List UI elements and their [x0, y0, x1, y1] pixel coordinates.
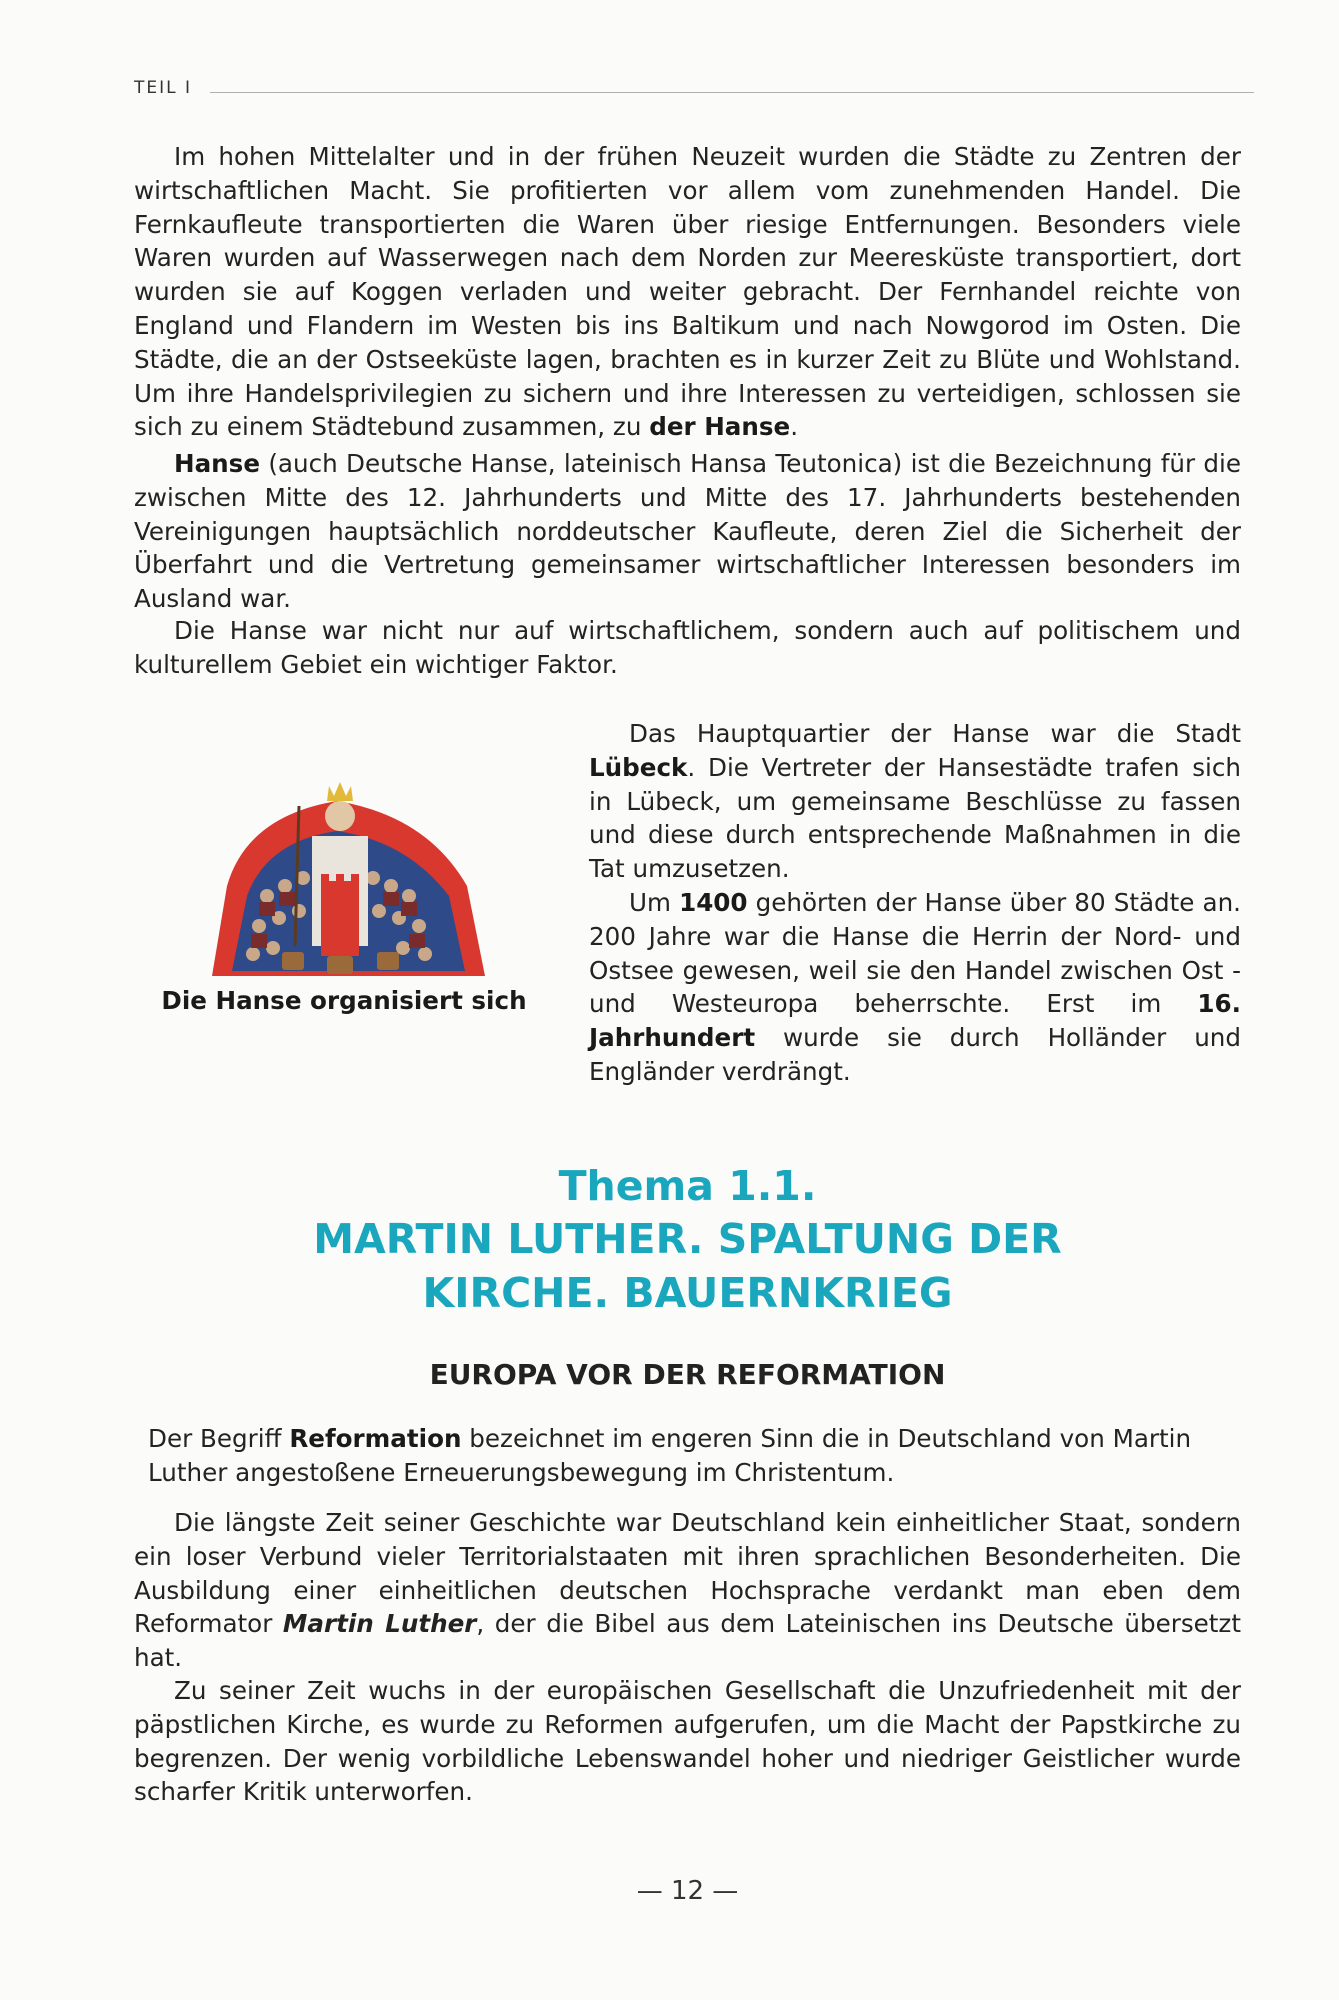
paragraph-text: wurde sie durch Holländer und Engländer verdrängt. — [589, 1023, 1241, 1086]
paragraph-discontent — [134, 1674, 1241, 1809]
hanse-illustration-icon — [187, 746, 509, 978]
paragraph-hanse-factor — [134, 614, 1241, 682]
paragraph-text: Die längste Zeit seiner Geschichte war Deutschland kein einheitlicher Staat, sondern ein loser Verbund vieler Territorialstaaten mit ihren sprachlichen Besonderheiten. Die Ausbildung einer einheitlichen deutschen Hochsprache verdankt man eben dem Reformator — [134, 1508, 1241, 1639]
thema-title-line2: KIRCHE. BAUERNKRIEG — [422, 1269, 953, 1317]
paragraph-intro — [134, 140, 1241, 444]
paragraph-text: , der die Bibel aus dem Lateinischen ins Deutsche übersetzt hat. — [134, 1609, 1241, 1673]
bold-term: Hanse — [174, 449, 261, 478]
paragraph-text: Zu seiner Zeit wuchs in der europäischen Gesellschaft die Unzufriedenheit mit der päpstlichen Kirche, es wurde zu Reformen aufgerufen, um die Macht der Papstkirche zu begrenzen. Der wenig vorbildliche Lebenswandel hoher und niedriger Geistlicher wurde scharfer Kritik unterworfen. — [134, 1676, 1241, 1807]
paragraph-text: gehörten der Hanse über 80 Städte an. 200 Jahre war die Hanse die Herrin der Nord- und Ostsee gewesen, weil sie den Handel zwischen Ost -und Westeuropa beherrschte. Erst im — [589, 888, 1241, 1019]
page-number: — 12 — — [636, 1876, 739, 1906]
paragraph-text: Der Begriff — [148, 1424, 290, 1453]
bold-year: 1400 — [679, 888, 748, 917]
section-heading: EUROPA VOR DER REFORMATION — [429, 1358, 946, 1391]
page-header — [134, 78, 1254, 108]
punctuation: . — [790, 412, 799, 442]
hanse-illustration — [187, 746, 509, 978]
header-rule — [210, 92, 1254, 93]
paragraph-text: (auch Deutsche Hanse, lateinisch Hansa Teutonica) ist die Bezeichnung für die zwischen Mitte des 12. Jahrhunderts und Mitte des 17. Jahrhunderts bestehenden Vereinigungen hauptsächlich norddeutscher Kaufleute, deren Ziel die Sicherheit der Überfahrt und die Vertretung gemeinsamer wirtschaftlicher Interessen besonders im Ausland war. — [134, 449, 1241, 614]
paragraph-text: Das Hauptquartier der Hanse war die Stadt — [629, 719, 1241, 748]
bold-italic-luther: Martin Luther — [282, 1609, 477, 1639]
bold-term-luebeck: Lübeck — [589, 752, 688, 782]
bold-century: 16. Jahrhundert — [589, 989, 1241, 1053]
paragraph-text: bezeichnet im engeren Sinn die in Deutschland von Martin Luther angestoßene Erneuerungsbewegung im Christentum. — [148, 1424, 1192, 1487]
paragraph-text: Die Hanse war nicht nur auf wirtschaftlichem, sondern auch auf politischem und kulturellem Gebiet ein wichtiger Faktor. — [134, 616, 1241, 679]
bold-term-reformation: Reformation — [289, 1424, 462, 1453]
bold-term-hanse: der Hanse — [649, 412, 791, 442]
paragraph-text: . Die Vertreter der Hansestädte trafen sich in Lübeck, um gemeinsame Beschlüsse zu fassen und diese durch entsprechende Maßnahmen in die Tat umzusetzen. — [589, 752, 1241, 884]
thema-title-line1: MARTIN LUTHER. SPALTUNG DER — [313, 1215, 1062, 1263]
paragraph-germany — [134, 1506, 1241, 1675]
paragraph-1400 — [589, 886, 1241, 1089]
thema-number: Thema 1.1. — [558, 1162, 817, 1210]
figure-caption: Die Hanse organisiert sich — [161, 986, 527, 1015]
paragraph-text: Im hohen Mittelalter und in der frühen Neuzeit wurden die Städte zu Zentren der wirtschaftlichen Macht. Sie profitierten vor allem vom zunehmenden Handel. Die Fernkaufleute transportierten die Waren über riesige Entfernungen. Besonders viele Waren wurden auf Wasserwegen nach dem Norden zur Meeresküste transportiert, dort wurden sie auf Koggen verladen und weiter gebracht. Der Fernhandel reichte von England und Flandern im Westen bis ins Baltikum und nach Nowgorod im Osten. Die Städte, die an der Ostseeküste lagen, brachten es in kurzer Zeit zu Blüte und Wohlstand. Um ihre Handelsprivilegien zu sichern und ihre Interessen zu verteidigen, schlossen sie sich zu einem Städtebund zusammen, zu — [134, 142, 1241, 442]
definition-reformation — [148, 1422, 1208, 1490]
part-label: TEIL I — [134, 78, 193, 98]
paragraph-luebeck — [589, 717, 1241, 886]
paragraph-text: Um — [629, 888, 680, 917]
paragraph-hanse-definition — [134, 447, 1241, 616]
